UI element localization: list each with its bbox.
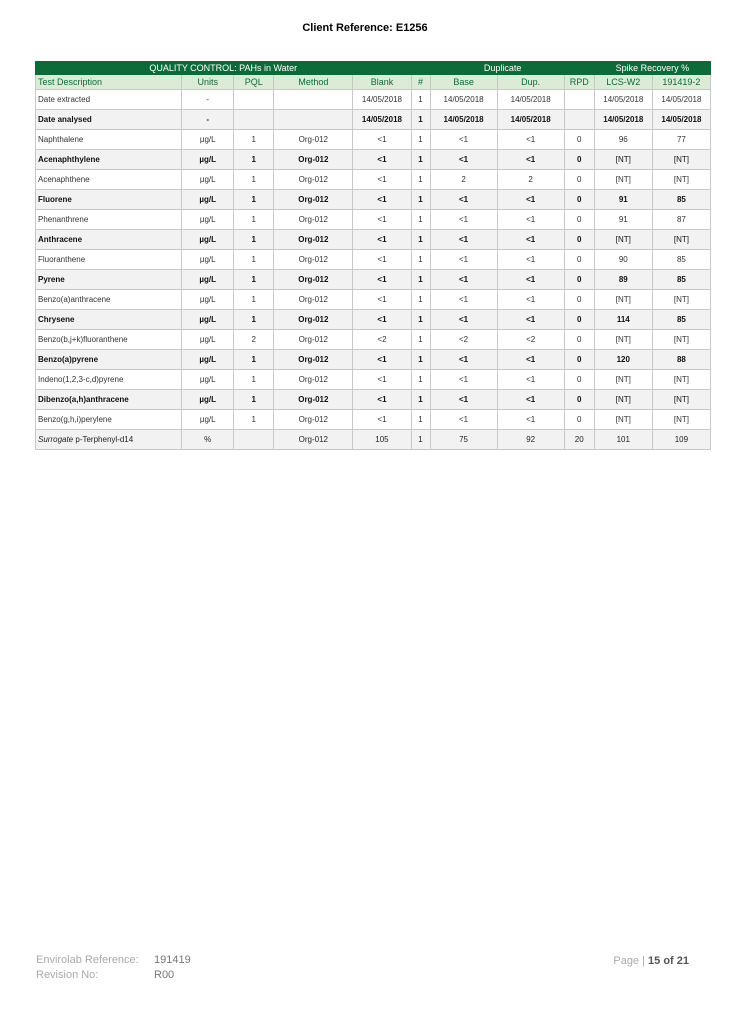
table-cell: <1 <box>497 350 564 370</box>
table-row <box>36 370 711 390</box>
table-cell: <1 <box>353 310 411 330</box>
table-cell: [NT] <box>652 410 710 430</box>
table-cell: 1 <box>411 350 430 370</box>
table-cell: <1 <box>430 390 497 410</box>
table-cell: 1 <box>411 390 430 410</box>
table-cell: µg/L <box>182 250 234 270</box>
table-cell: Org-012 <box>274 170 353 190</box>
table-cell: <1 <box>497 230 564 250</box>
table-cell: µg/L <box>182 210 234 230</box>
table-cell: [NT] <box>652 370 710 390</box>
table-cell: 14/05/2018 <box>652 90 710 110</box>
table-cell: 0 <box>564 270 594 290</box>
table-cell: 1 <box>411 370 430 390</box>
table-cell: <1 <box>497 290 564 310</box>
table-cell: <1 <box>353 170 411 190</box>
table-cell: 96 <box>594 130 652 150</box>
table-cell: <1 <box>497 190 564 210</box>
table-cell: - <box>182 90 234 110</box>
table-cell: <1 <box>497 250 564 270</box>
table-cell: 114 <box>594 310 652 330</box>
table-cell: 0 <box>564 310 594 330</box>
table-cell: 2 <box>497 170 564 190</box>
table-cell: Date analysed <box>36 110 182 130</box>
table-cell: Pyrene <box>36 270 182 290</box>
table-row <box>36 410 711 430</box>
col-header: RPD <box>564 75 594 90</box>
table-row <box>36 330 711 350</box>
table-cell: [NT] <box>594 410 652 430</box>
table-cell: 1 <box>234 230 274 250</box>
table-cell: Org-012 <box>274 270 353 290</box>
surrogate-label-italic: Surrogate <box>38 435 74 444</box>
table-cell: <1 <box>497 130 564 150</box>
surrogate-label-rest: p-Terphenyl-d14 <box>73 435 134 444</box>
table-cell: 1 <box>234 370 274 390</box>
table-cell: 85 <box>652 190 710 210</box>
table-cell: <1 <box>353 270 411 290</box>
table-cell: Acenaphthylene <box>36 150 182 170</box>
table-cell: <1 <box>430 210 497 230</box>
table-cell <box>274 90 353 110</box>
page-title: Client Reference: E1256 <box>302 22 428 34</box>
table-row <box>36 170 711 190</box>
table-cell: 91 <box>594 210 652 230</box>
table-cell: <1 <box>430 130 497 150</box>
table-cell: <1 <box>353 190 411 210</box>
band-spike: Spike Recovery % <box>594 62 710 75</box>
table-cell: 0 <box>564 150 594 170</box>
table-cell: 105 <box>353 430 411 450</box>
table-row <box>36 110 711 130</box>
table-cell: µg/L <box>182 230 234 250</box>
table-cell: Anthracene <box>36 230 182 250</box>
table-cell: 0 <box>564 250 594 270</box>
table-cell: 0 <box>564 390 594 410</box>
col-header: Base <box>430 75 497 90</box>
table-cell: µg/L <box>182 190 234 210</box>
table-cell: <1 <box>430 250 497 270</box>
table-cell: <1 <box>353 250 411 270</box>
table-cell: Org-012 <box>274 330 353 350</box>
table-cell: 1 <box>411 170 430 190</box>
table-cell: 14/05/2018 <box>497 90 564 110</box>
table-cell: [NT] <box>652 390 710 410</box>
table-cell: Org-012 <box>274 290 353 310</box>
col-header: Blank <box>353 75 411 90</box>
table-cell: 1 <box>411 410 430 430</box>
table-cell: <1 <box>353 230 411 250</box>
table-cell: 85 <box>652 310 710 330</box>
col-header: # <box>411 75 430 90</box>
table-cell: Naphthalene <box>36 130 182 150</box>
table-row <box>36 130 711 150</box>
table-cell: 77 <box>652 130 710 150</box>
table-cell: [NT] <box>594 170 652 190</box>
table-cell: 0 <box>564 350 594 370</box>
table-cell: <1 <box>430 350 497 370</box>
table-cell: Org-012 <box>274 370 353 390</box>
table-cell: 1 <box>234 290 274 310</box>
table-cell <box>564 110 594 130</box>
table-cell: <2 <box>430 330 497 350</box>
table-cell: 14/05/2018 <box>430 90 497 110</box>
table-row <box>36 310 711 330</box>
table-cell: 14/05/2018 <box>652 110 710 130</box>
revision-value: R00 <box>154 969 175 981</box>
table-cell: Benzo(a)pyrene <box>36 350 182 370</box>
table-cell: <1 <box>497 210 564 230</box>
table-cell: - <box>182 110 234 130</box>
table-cell: µg/L <box>182 390 234 410</box>
col-header: PQL <box>234 75 274 90</box>
table-cell: Chrysene <box>36 310 182 330</box>
table-cell: Benzo(a)anthracene <box>36 290 182 310</box>
table-row <box>36 90 711 110</box>
table-cell: Acenaphthene <box>36 170 182 190</box>
table-cell: 88 <box>652 350 710 370</box>
table-cell: µg/L <box>182 130 234 150</box>
revision-label: Revision No: <box>36 969 99 981</box>
table-body <box>36 90 711 450</box>
table-cell: µg/L <box>182 270 234 290</box>
table-cell: µg/L <box>182 370 234 390</box>
table-cell: 85 <box>652 250 710 270</box>
table-cell: [NT] <box>594 370 652 390</box>
table-row <box>36 390 711 410</box>
table-cell: Org-012 <box>274 350 353 370</box>
table-cell: <1 <box>353 150 411 170</box>
table-cell: µg/L <box>182 290 234 310</box>
page-value: 15 of 21 <box>648 955 689 967</box>
table-cell: 0 <box>564 410 594 430</box>
table-cell: Indeno(1,2,3-c,d)pyrene <box>36 370 182 390</box>
table-cell: Org-012 <box>274 310 353 330</box>
table-cell: 0 <box>564 370 594 390</box>
table-cell: 14/05/2018 <box>353 110 411 130</box>
table-cell: Fluorene <box>36 190 182 210</box>
table-cell <box>234 110 274 130</box>
page-label: Page | <box>613 955 645 967</box>
table-cell: <1 <box>430 310 497 330</box>
table-cell: <1 <box>497 310 564 330</box>
table-cell: 0 <box>564 190 594 210</box>
table-row <box>36 250 711 270</box>
table-cell: 2 <box>234 330 274 350</box>
table-cell: 87 <box>652 210 710 230</box>
table-cell: 14/05/2018 <box>594 90 652 110</box>
table-cell: 2 <box>430 170 497 190</box>
table-cell: µg/L <box>182 350 234 370</box>
table-cell: [NT] <box>652 290 710 310</box>
table-cell: <2 <box>497 330 564 350</box>
table-cell: [NT] <box>594 330 652 350</box>
table-cell: µg/L <box>182 410 234 430</box>
table-cell: <1 <box>430 290 497 310</box>
ref-label: Envirolab Reference: <box>36 954 139 966</box>
band-main: QUALITY CONTROL: PAHs in Water <box>36 62 412 75</box>
table-header-row <box>36 75 711 90</box>
table-row <box>36 290 711 310</box>
table-cell: <1 <box>430 150 497 170</box>
table-cell: 1 <box>411 90 430 110</box>
table-cell: Date extracted <box>36 90 182 110</box>
table-cell: 1 <box>411 130 430 150</box>
table-cell: Org-012 <box>274 190 353 210</box>
table-cell: 1 <box>234 170 274 190</box>
table-cell: <1 <box>430 190 497 210</box>
table-cell: 14/05/2018 <box>353 90 411 110</box>
col-header: 191419-2 <box>652 75 710 90</box>
table-cell: 85 <box>652 270 710 290</box>
table-cell: µg/L <box>182 330 234 350</box>
table-cell: µg/L <box>182 170 234 190</box>
table-cell: 1 <box>411 230 430 250</box>
table-row <box>36 210 711 230</box>
table-cell: <1 <box>353 390 411 410</box>
table-cell: [NT] <box>652 150 710 170</box>
table-cell <box>274 110 353 130</box>
table-cell: <1 <box>497 150 564 170</box>
table-cell: Org-012 <box>274 410 353 430</box>
table-cell: 0 <box>564 170 594 190</box>
table-cell <box>564 90 594 110</box>
table-cell: [NT] <box>652 230 710 250</box>
table-cell: <1 <box>353 130 411 150</box>
table-cell: 1 <box>411 190 430 210</box>
table-cell: <1 <box>430 230 497 250</box>
table-cell: 1 <box>411 210 430 230</box>
table-cell: 0 <box>564 230 594 250</box>
table-cell: <1 <box>497 270 564 290</box>
table-cell: 1 <box>411 110 430 130</box>
table-cell <box>234 430 274 450</box>
table-cell: 91 <box>594 190 652 210</box>
table-cell: 14/05/2018 <box>497 110 564 130</box>
table-cell: [NT] <box>652 170 710 190</box>
table-cell: 1 <box>234 130 274 150</box>
table-cell: [NT] <box>594 150 652 170</box>
table-cell: Org-012 <box>274 430 353 450</box>
table-cell: <1 <box>430 270 497 290</box>
qc-table <box>35 61 711 450</box>
table-cell: <1 <box>430 410 497 430</box>
table-band-row <box>36 62 711 75</box>
table-cell: [NT] <box>594 290 652 310</box>
table-cell: 1 <box>411 150 430 170</box>
table-cell: 20 <box>564 430 594 450</box>
table-cell: <1 <box>430 370 497 390</box>
table-cell: <2 <box>353 330 411 350</box>
table-cell: <1 <box>497 370 564 390</box>
col-header: Dup. <box>497 75 564 90</box>
table-cell: Org-012 <box>274 250 353 270</box>
col-header: Units <box>182 75 234 90</box>
table-cell: 89 <box>594 270 652 290</box>
table-cell: Benzo(b,j+k)fluoranthene <box>36 330 182 350</box>
table-cell: 0 <box>564 290 594 310</box>
table-cell: 1 <box>411 270 430 290</box>
table-cell: Org-012 <box>274 230 353 250</box>
table-cell: 90 <box>594 250 652 270</box>
table-cell: 1 <box>411 250 430 270</box>
table-cell <box>36 430 182 450</box>
table-cell: Org-012 <box>274 210 353 230</box>
table-cell: 75 <box>430 430 497 450</box>
col-header: Method <box>274 75 353 90</box>
band-duplicate: Duplicate <box>411 62 594 75</box>
table-cell: 1 <box>234 210 274 230</box>
table-cell: 109 <box>652 430 710 450</box>
table-cell <box>234 90 274 110</box>
table-cell: <1 <box>353 210 411 230</box>
table-cell: 92 <box>497 430 564 450</box>
table-cell: 1 <box>234 250 274 270</box>
table-cell: 0 <box>564 130 594 150</box>
table-cell: Benzo(g,h,i)perylene <box>36 410 182 430</box>
table-cell: 101 <box>594 430 652 450</box>
table-cell: 0 <box>564 330 594 350</box>
table-cell: <1 <box>497 390 564 410</box>
table-cell: 1 <box>411 310 430 330</box>
table-cell: Org-012 <box>274 130 353 150</box>
table-cell: <1 <box>353 290 411 310</box>
table-cell: [NT] <box>652 330 710 350</box>
table-row <box>36 230 711 250</box>
table-row <box>36 350 711 370</box>
col-header: Test Description <box>36 75 182 90</box>
surrogate-row <box>36 430 711 450</box>
table-cell: Phenanthrene <box>36 210 182 230</box>
footer-reference <box>36 953 191 983</box>
table-cell: µg/L <box>182 150 234 170</box>
table-cell: 1 <box>411 330 430 350</box>
table-cell: 0 <box>564 210 594 230</box>
table-cell: 1 <box>411 430 430 450</box>
table-cell: [NT] <box>594 230 652 250</box>
table-row <box>36 190 711 210</box>
ref-value: 191419 <box>154 954 191 966</box>
table-cell: Fluoranthene <box>36 250 182 270</box>
table-cell: <1 <box>497 410 564 430</box>
table-cell: 1 <box>234 350 274 370</box>
table-cell: 14/05/2018 <box>430 110 497 130</box>
table-cell: <1 <box>353 410 411 430</box>
col-header: LCS-W2 <box>594 75 652 90</box>
page-number <box>613 955 689 967</box>
table-cell: Org-012 <box>274 150 353 170</box>
table-row <box>36 270 711 290</box>
table-cell: 1 <box>234 390 274 410</box>
table-cell: % <box>182 430 234 450</box>
table-cell: 14/05/2018 <box>594 110 652 130</box>
table-cell: 1 <box>234 150 274 170</box>
table-cell: 120 <box>594 350 652 370</box>
table-cell: 1 <box>234 270 274 290</box>
table-cell: Dibenzo(a,h)anthracene <box>36 390 182 410</box>
table-cell: [NT] <box>594 390 652 410</box>
table-cell: <1 <box>353 350 411 370</box>
table-cell: 1 <box>234 190 274 210</box>
table-cell: <1 <box>353 370 411 390</box>
table-cell: 1 <box>234 310 274 330</box>
table-cell: µg/L <box>182 310 234 330</box>
table-cell: 1 <box>411 290 430 310</box>
table-row <box>36 150 711 170</box>
table-cell: 1 <box>234 410 274 430</box>
table-cell: Org-012 <box>274 390 353 410</box>
